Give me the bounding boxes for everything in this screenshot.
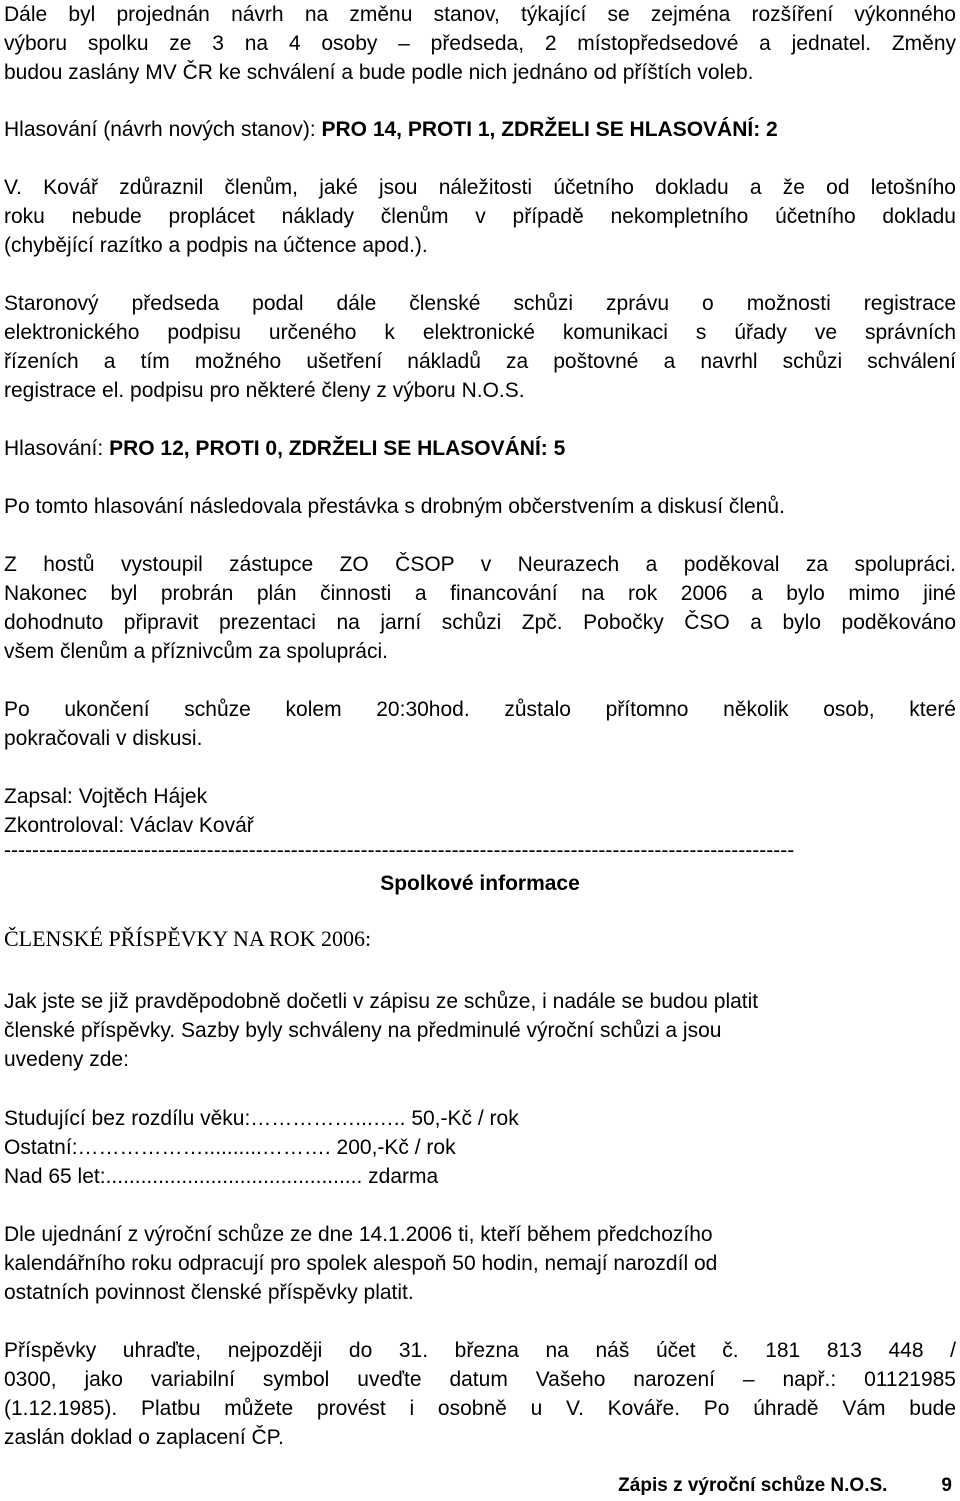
paragraph-line: roku nebude proplácet náklady členům v případě nekompletního účetního dokladu [4,205,956,228]
fee-row [4,1133,456,1162]
paragraph-line: řízeních a tím možného ušetření nákladů za poštovné a navrhl schůzi schválení [4,350,956,373]
paragraph-line: výboru spolku ze 3 na 4 osoby – předseda, 2 místopředsedové a jednatel. Změny [4,32,956,55]
vote-result: PRO 14, PROTI 1, ZDRŽELI SE HLASOVÁNÍ: 2 [321,118,778,141]
fee-amount: 50,-Kč / rok [411,1107,519,1130]
recorded-by: Zapsal: Vojtěch Hájek [4,785,208,808]
section-title: Spolkové informace [380,872,580,895]
paragraph-line: Jak jste se již pravděpodobně dočetli v zápisu ze schůze, i nadále se budou platit [4,990,759,1013]
paragraph-line: všem členům a příznivcům za spolupráci. [4,640,388,663]
page-footer [618,1471,952,1500]
fee-label: Studující bez rozdílu věku:……………...….. [4,1107,406,1130]
paragraph-line: Dle ujednání z výroční schůze ze dne 14.1.2006 ti, kteří během předchozího [4,1223,713,1246]
paragraph-line: členské příspěvky. Sazby byly schváleny na předminulé výroční schůzi a jsou [4,1019,722,1042]
paragraph-line: Po tomto hlasování následovala přestávka s drobným občerstvením a diskusí členů. [4,495,785,518]
paragraph-line: ostatních povinnost členské příspěvky platit. [4,1281,414,1304]
fee-amount: 200,-Kč / rok [336,1136,456,1159]
paragraph-line: Po ukončení schůze kolem 20:30hod. zůstalo přítomno několik osob, které [4,698,956,721]
vote-statement [4,115,778,144]
paragraph-line: budou zaslány MV ČR ke schválení a bude podle nich jednáno od příštích voleb. [4,61,754,84]
paragraph-line: kalendářního roku odpracují pro spolek alespoň 50 hodin, nemají narozdíl od [4,1252,718,1275]
paragraph-line: Z hostů vystoupil zástupce ZO ČSOP v Neurazech a poděkoval za spolupráci. [4,553,956,576]
paragraph-line: uvedeny zde: [4,1048,129,1071]
footer-title: Zápis z výroční schůze N.O.S. [618,1475,888,1496]
paragraph-line: (1.12.1985). Platbu můžete provést i osobně u V. Kováře. Po úhradě Vám bude [4,1397,956,1420]
paragraph-line: zaslán doklad o zaplacení ČP. [4,1426,284,1449]
paragraph-line: (chybějící razítko a podpis na účtence apod.). [4,234,428,257]
fee-label: Ostatní:………………..........………. [4,1136,337,1159]
paragraph-line: pokračovali v diskusi. [4,727,203,750]
vote-label: Hlasování (návrh nových stanov): [4,118,322,141]
separator-line: ----------------------------------------------------------------------------------------------------------------- [4,839,795,862]
vote-result: PRO 12, PROTI 0, ZDRŽELI SE HLASOVÁNÍ: 5 [109,437,566,460]
vote-statement [4,434,565,463]
page-number: 9 [941,1475,952,1496]
paragraph-line: dohodnuto připravit prezentaci na jarní schůzi Zpč. Pobočky ČSO a bylo poděkováno [4,611,956,634]
paragraph-line: elektronického podpisu určeného k elektronické komunikaci s úřady ve správních [4,321,956,344]
paragraph-line: 0300, jako variabilní symbol uveďte datum Vašeho narození – např.: 01121985 [4,1368,956,1391]
paragraph-line: registrace el. podpisu pro některé členy z výboru N.O.S. [4,379,525,402]
paragraph-line: Staronový předseda podal dále členské schůzi zprávu o možnosti registrace [4,292,956,315]
fee-row [4,1162,438,1191]
paragraph-line: Nakonec byl probrán plán činnosti a financování na rok 2006 a bylo mimo jiné [4,582,956,605]
fees-heading: ČLENSKÉ PŘÍSPĚVKY NA ROK 2006: [4,926,372,951]
paragraph-line: Příspěvky uhraďte, nejpozději do 31. března na náš účet č. 181 813 448 / [4,1339,956,1362]
paragraph-line: Dále byl projednán návrh na změnu stanov, týkající se zejména rozšíření výkonného [4,3,956,26]
fee-amount: zdarma [368,1165,439,1188]
checked-by: Zkontroloval: Václav Kovář [4,814,254,837]
paragraph-line: V. Kovář zdůraznil členům, jaké jsou náležitosti účetního dokladu a že od letošního [4,176,956,199]
vote-label: Hlasování: [4,437,110,460]
fee-row [4,1104,519,1133]
fee-label: Nad 65 let:............................................ [4,1165,363,1188]
